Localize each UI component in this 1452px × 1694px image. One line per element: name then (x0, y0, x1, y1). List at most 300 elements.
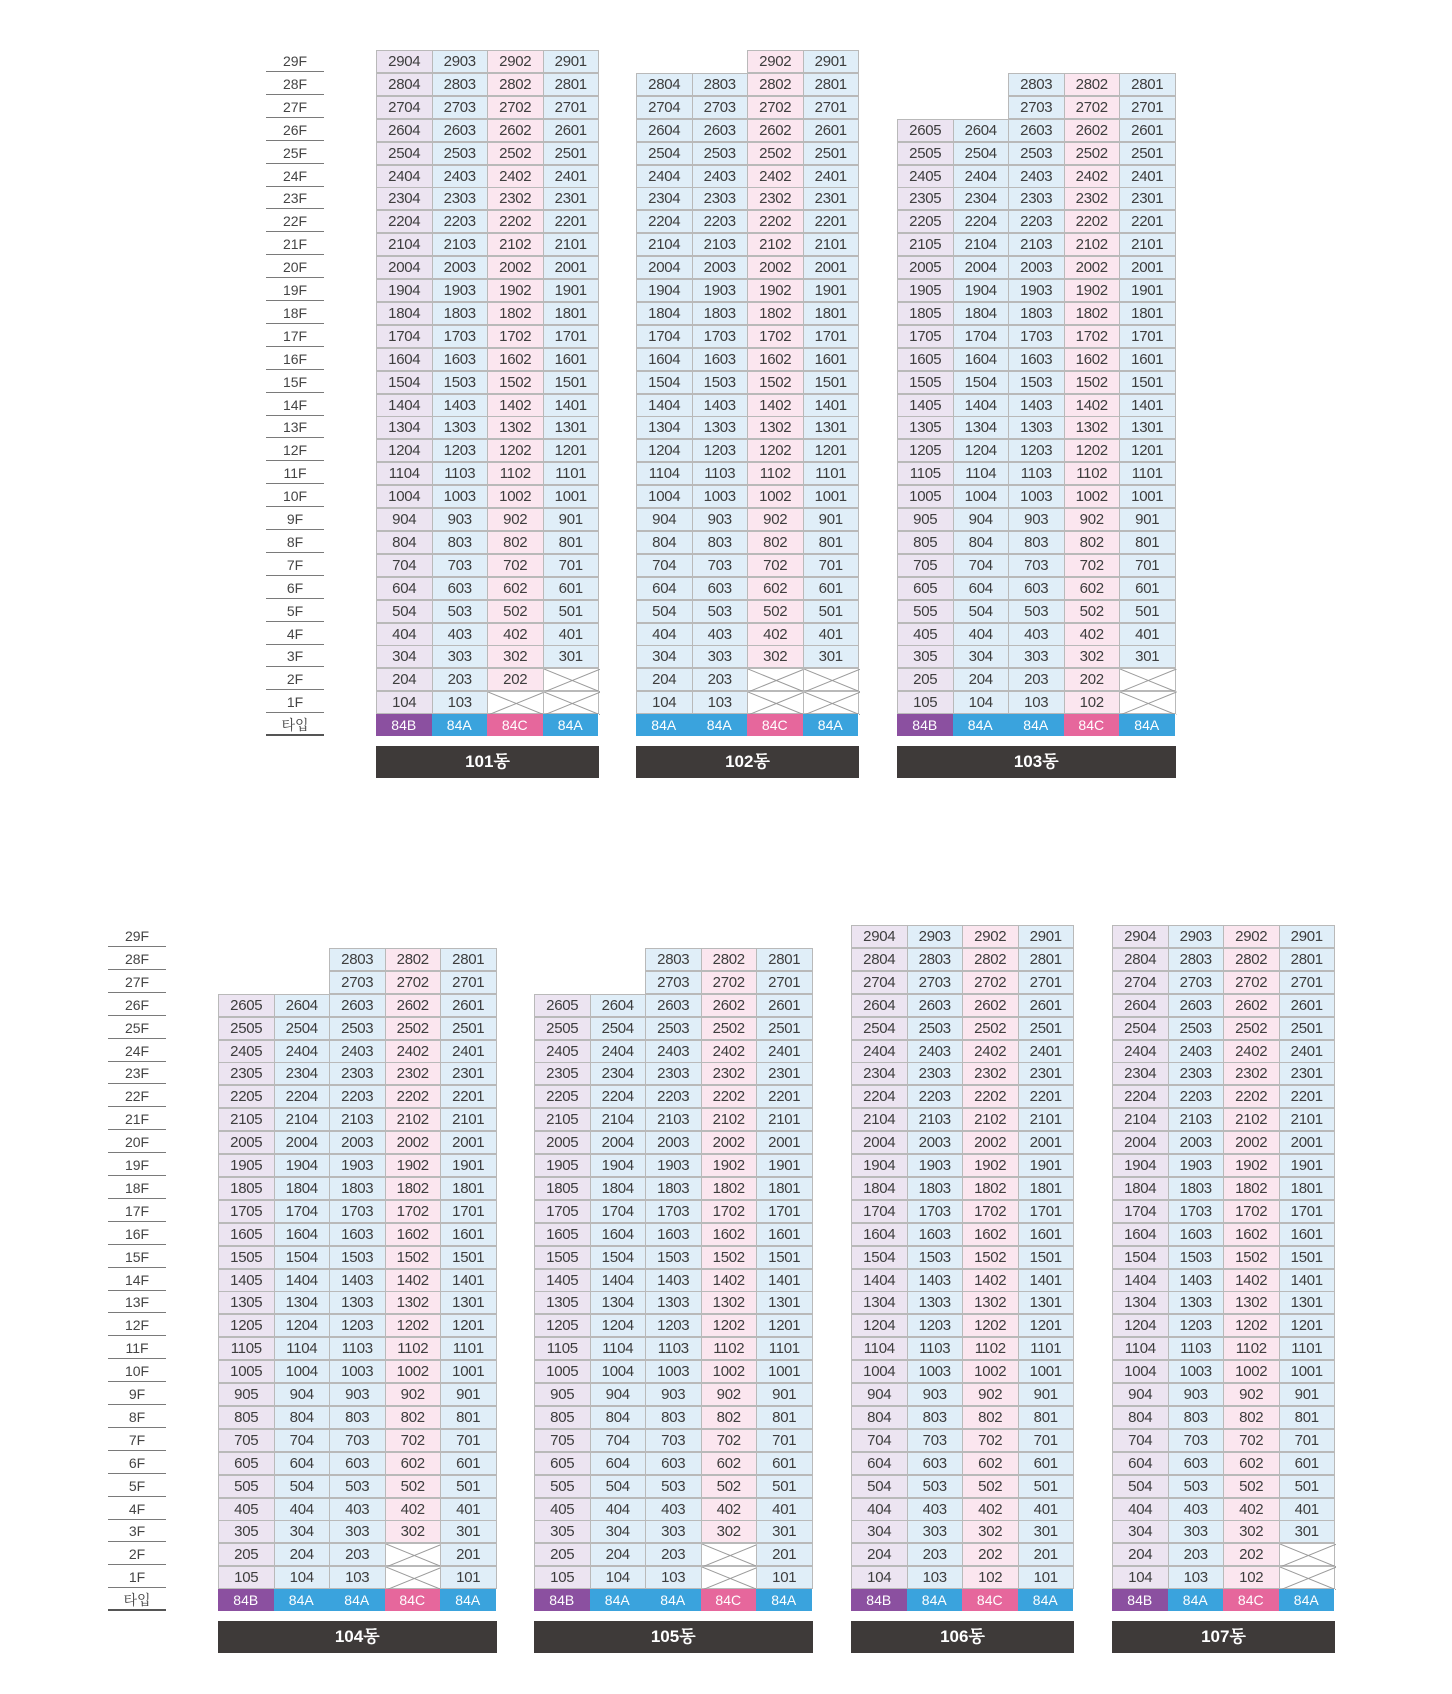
unit-cell: 1502 (1064, 371, 1121, 394)
unit-cell: 2301 (1018, 1062, 1075, 1085)
unit-cell: 201 (1018, 1543, 1075, 1566)
unit-cell: 401 (1018, 1498, 1075, 1521)
unit-cell: 1302 (747, 416, 804, 439)
unit-cell: 101 (440, 1566, 497, 1589)
unit-cell: 2802 (487, 73, 544, 96)
unit-cell: 2204 (953, 210, 1010, 233)
unit-cell: 1605 (218, 1223, 275, 1246)
unit-cell: 2101 (1018, 1108, 1075, 1131)
unit-cell: 1201 (1018, 1314, 1075, 1337)
unit-cell: 1905 (897, 279, 954, 302)
unit-cell: 2201 (1018, 1085, 1075, 1108)
unit-cell: 2003 (329, 1131, 386, 1154)
unit-cell: 303 (907, 1520, 964, 1543)
floor-label: 20F (266, 256, 324, 278)
unit-cell: 1504 (274, 1246, 331, 1269)
unit-cell: 2802 (747, 73, 804, 96)
unit-cell: 2504 (274, 1017, 331, 1040)
unit-cell: 504 (590, 1475, 647, 1498)
unit-cell: 803 (432, 531, 489, 554)
unit-cell: 203 (1008, 668, 1065, 691)
unit-cell: 602 (747, 577, 804, 600)
unit-cell: 1404 (376, 394, 433, 417)
unit-cell: 2702 (962, 971, 1019, 994)
unit-cell: 1302 (1223, 1291, 1280, 1314)
unit-cell: 2303 (645, 1062, 702, 1085)
unit-cell: 1404 (274, 1269, 331, 1292)
unit-cell: 2103 (907, 1108, 964, 1131)
unit-cell: 2401 (803, 165, 860, 188)
unit-cell: 103 (432, 691, 489, 714)
unit-cell: 1004 (851, 1360, 908, 1383)
unit-cell: 804 (636, 531, 693, 554)
floor-label: 21F (266, 233, 324, 255)
unit-cell: 1602 (1223, 1223, 1280, 1246)
unit-cell: 1603 (1008, 348, 1065, 371)
unit-cell: 701 (803, 554, 860, 577)
unit-cell: 1003 (432, 485, 489, 508)
unit-cell: 1903 (329, 1154, 386, 1177)
unit-cell: 2101 (1279, 1108, 1336, 1131)
unit-cell: 401 (803, 623, 860, 646)
empty-unit-cell (1119, 691, 1176, 714)
unit-cell: 1601 (440, 1223, 497, 1246)
unit-cell: 1901 (543, 279, 600, 302)
unit-cell: 204 (851, 1543, 908, 1566)
unit-cell: 2704 (1112, 971, 1169, 994)
unit-cell: 503 (645, 1475, 702, 1498)
unit-cell: 603 (692, 577, 749, 600)
unit-cell: 1704 (274, 1200, 331, 1223)
unit-cell: 2205 (218, 1085, 275, 1108)
unit-cell: 2304 (1112, 1062, 1169, 1085)
floor-label: 22F (266, 210, 324, 232)
unit-cell: 204 (636, 668, 693, 691)
unit-cell: 2502 (1064, 142, 1121, 165)
unit-cell: 2001 (543, 256, 600, 279)
unit-cell: 703 (1168, 1429, 1225, 1452)
unit-cell: 1601 (543, 348, 600, 371)
unit-cell: 1201 (1279, 1314, 1336, 1337)
unit-cell: 2803 (329, 948, 386, 971)
unit-cell: 1901 (440, 1154, 497, 1177)
unit-cell: 904 (274, 1383, 331, 1406)
unit-cell: 2603 (1168, 994, 1225, 1017)
unit-cell: 1301 (1119, 416, 1176, 439)
unit-cell: 1904 (851, 1154, 908, 1177)
unit-cell: 1401 (1018, 1269, 1075, 1292)
unit-cell: 1404 (953, 394, 1010, 417)
unit-cell: 2101 (1119, 233, 1176, 256)
unit-cell: 605 (897, 577, 954, 600)
unit-cell: 2503 (645, 1017, 702, 1040)
unit-cell: 704 (274, 1429, 331, 1452)
floor-label: 5F (266, 600, 324, 622)
unit-cell: 205 (534, 1543, 591, 1566)
unit-cell: 2603 (692, 119, 749, 142)
unit-cell: 1205 (218, 1314, 275, 1337)
unit-cell: 2003 (907, 1131, 964, 1154)
unit-cell: 1602 (1064, 348, 1121, 371)
unit-cell: 902 (1064, 508, 1121, 531)
unit-cell: 2703 (1008, 96, 1065, 119)
unit-cell: 2503 (1168, 1017, 1225, 1040)
unit-cell: 1902 (385, 1154, 442, 1177)
unit-cell: 1202 (1064, 439, 1121, 462)
building-label: 106동 (851, 1621, 1074, 1653)
unit-cell: 1903 (432, 279, 489, 302)
unit-cell: 903 (1168, 1383, 1225, 1406)
unit-cell: 2801 (1119, 73, 1176, 96)
unit-cell: 2703 (907, 971, 964, 994)
unit-cell: 801 (1119, 531, 1176, 554)
unit-cell: 2602 (962, 994, 1019, 1017)
unit-cell: 2205 (897, 210, 954, 233)
unit-type-badge: 84B (534, 1589, 591, 1611)
unit-cell: 2003 (692, 256, 749, 279)
building-label: 103동 (897, 746, 1176, 778)
unit-cell: 601 (1279, 1452, 1336, 1475)
unit-cell: 1302 (385, 1291, 442, 1314)
unit-cell: 2504 (851, 1017, 908, 1040)
unit-type-badge: 84C (1064, 714, 1121, 736)
unit-cell: 1202 (962, 1314, 1019, 1337)
unit-cell: 1704 (636, 325, 693, 348)
floor-label: 14F (266, 394, 324, 416)
unit-cell: 1701 (1018, 1200, 1075, 1223)
unit-cell: 1704 (376, 325, 433, 348)
unit-cell: 2405 (897, 165, 954, 188)
unit-cell: 404 (590, 1498, 647, 1521)
unit-cell: 2302 (487, 187, 544, 210)
floor-label: 3F (108, 1520, 166, 1542)
unit-cell: 2202 (1064, 210, 1121, 233)
unit-cell: 2204 (851, 1085, 908, 1108)
floor-label: 24F (108, 1040, 166, 1062)
unit-cell: 301 (543, 645, 600, 668)
unit-cell: 403 (432, 623, 489, 646)
unit-cell: 2202 (747, 210, 804, 233)
unit-cell: 2501 (1279, 1017, 1336, 1040)
unit-cell: 2403 (432, 165, 489, 188)
floor-label: 15F (108, 1246, 166, 1268)
unit-cell: 802 (747, 531, 804, 554)
unit-cell: 2405 (218, 1040, 275, 1063)
unit-cell: 402 (962, 1498, 1019, 1521)
unit-cell: 1403 (907, 1269, 964, 1292)
unit-cell: 403 (692, 623, 749, 646)
unit-cell: 2504 (1112, 1017, 1169, 1040)
unit-cell: 2801 (1018, 948, 1075, 971)
unit-cell: 1904 (1112, 1154, 1169, 1177)
unit-cell: 1503 (432, 371, 489, 394)
unit-cell: 1502 (487, 371, 544, 394)
unit-cell: 2004 (953, 256, 1010, 279)
unit-cell: 502 (487, 600, 544, 623)
unit-cell: 804 (274, 1406, 331, 1429)
unit-cell: 1003 (1168, 1360, 1225, 1383)
unit-cell: 301 (440, 1520, 497, 1543)
unit-cell: 2303 (329, 1062, 386, 1085)
unit-cell: 1203 (692, 439, 749, 462)
unit-cell: 1502 (385, 1246, 442, 1269)
unit-cell: 2601 (1018, 994, 1075, 1017)
unit-type-badge: 84A (1119, 714, 1176, 736)
unit-cell: 402 (701, 1498, 758, 1521)
unit-cell: 404 (274, 1498, 331, 1521)
unit-cell: 1503 (1168, 1246, 1225, 1269)
unit-cell: 105 (218, 1566, 275, 1589)
unit-cell: 1504 (636, 371, 693, 394)
unit-cell: 1004 (376, 485, 433, 508)
unit-cell: 1702 (747, 325, 804, 348)
unit-cell: 2404 (636, 165, 693, 188)
unit-cell: 2102 (701, 1108, 758, 1131)
unit-cell: 1104 (590, 1337, 647, 1360)
unit-cell: 404 (1112, 1498, 1169, 1521)
unit-cell: 802 (487, 531, 544, 554)
unit-type-badge: 84B (851, 1589, 908, 1611)
unit-cell: 2305 (897, 187, 954, 210)
unit-cell: 803 (692, 531, 749, 554)
unit-cell: 2302 (1223, 1062, 1280, 1085)
unit-cell: 2403 (329, 1040, 386, 1063)
unit-cell: 2103 (329, 1108, 386, 1131)
unit-cell: 601 (803, 577, 860, 600)
unit-cell: 502 (1223, 1475, 1280, 1498)
unit-type-badge: 84C (385, 1589, 442, 1611)
unit-cell: 1002 (487, 485, 544, 508)
unit-type-badge: 84B (1112, 1589, 1169, 1611)
unit-cell: 2104 (376, 233, 433, 256)
unit-cell: 204 (590, 1543, 647, 1566)
unit-cell: 1301 (440, 1291, 497, 1314)
unit-cell: 1102 (1064, 462, 1121, 485)
unit-cell: 1101 (803, 462, 860, 485)
floor-label: 26F (266, 119, 324, 141)
unit-cell: 601 (543, 577, 600, 600)
unit-cell: 2303 (1008, 187, 1065, 210)
unit-cell: 2701 (440, 971, 497, 994)
unit-cell: 504 (1112, 1475, 1169, 1498)
unit-cell: 2801 (543, 73, 600, 96)
unit-cell: 1503 (692, 371, 749, 394)
unit-cell: 2702 (701, 971, 758, 994)
unit-cell: 2302 (747, 187, 804, 210)
unit-cell: 2803 (432, 73, 489, 96)
unit-cell: 1302 (1064, 416, 1121, 439)
unit-cell: 1604 (851, 1223, 908, 1246)
unit-cell: 1002 (962, 1360, 1019, 1383)
unit-cell: 804 (953, 531, 1010, 554)
unit-cell: 1401 (803, 394, 860, 417)
floor-label: 17F (108, 1200, 166, 1222)
unit-cell: 2404 (851, 1040, 908, 1063)
unit-cell: 1304 (1112, 1291, 1169, 1314)
unit-cell: 1101 (543, 462, 600, 485)
unit-cell: 1704 (1112, 1200, 1169, 1223)
unit-cell: 903 (1008, 508, 1065, 531)
unit-cell: 1103 (1168, 1337, 1225, 1360)
unit-cell: 1002 (701, 1360, 758, 1383)
unit-cell: 1904 (953, 279, 1010, 302)
unit-cell: 205 (897, 668, 954, 691)
unit-cell: 2204 (1112, 1085, 1169, 1108)
floor-label: 25F (266, 142, 324, 164)
unit-cell: 904 (953, 508, 1010, 531)
unit-cell: 1502 (1223, 1246, 1280, 1269)
unit-type-badge: 84A (1008, 714, 1065, 736)
unit-cell: 503 (692, 600, 749, 623)
unit-cell: 1202 (701, 1314, 758, 1337)
unit-cell: 701 (1018, 1429, 1075, 1452)
unit-cell: 2203 (432, 210, 489, 233)
unit-cell: 1403 (1008, 394, 1065, 417)
unit-cell: 2502 (487, 142, 544, 165)
unit-cell: 1803 (907, 1177, 964, 1200)
type-row-label: 타입 (108, 1589, 166, 1611)
unit-cell: 1304 (851, 1291, 908, 1314)
unit-cell: 2603 (329, 994, 386, 1017)
unit-cell: 2703 (329, 971, 386, 994)
unit-cell: 1102 (701, 1337, 758, 1360)
unit-cell: 403 (907, 1498, 964, 1521)
unit-cell: 604 (376, 577, 433, 600)
unit-cell: 2602 (747, 119, 804, 142)
unit-cell: 403 (1168, 1498, 1225, 1521)
unit-cell: 903 (432, 508, 489, 531)
unit-cell: 205 (218, 1543, 275, 1566)
unit-cell: 2002 (1064, 256, 1121, 279)
unit-cell: 2604 (590, 994, 647, 1017)
unit-cell: 1401 (1279, 1269, 1336, 1292)
unit-cell: 1103 (907, 1337, 964, 1360)
unit-cell: 1904 (636, 279, 693, 302)
unit-cell: 1902 (747, 279, 804, 302)
unit-cell: 1805 (534, 1177, 591, 1200)
unit-cell: 2403 (907, 1040, 964, 1063)
unit-cell: 1104 (851, 1337, 908, 1360)
unit-cell: 1602 (747, 348, 804, 371)
unit-cell: 1501 (543, 371, 600, 394)
unit-cell: 2802 (1064, 73, 1121, 96)
unit-cell: 2301 (1119, 187, 1176, 210)
unit-cell: 2602 (1223, 994, 1280, 1017)
unit-cell: 2302 (962, 1062, 1019, 1085)
unit-cell: 103 (692, 691, 749, 714)
unit-cell: 2005 (534, 1131, 591, 1154)
unit-cell: 1703 (1168, 1200, 1225, 1223)
unit-cell: 2301 (543, 187, 600, 210)
unit-cell: 901 (440, 1383, 497, 1406)
unit-cell: 1405 (897, 394, 954, 417)
unit-cell: 401 (1119, 623, 1176, 646)
unit-cell: 204 (274, 1543, 331, 1566)
floor-label: 8F (108, 1406, 166, 1428)
unit-cell: 701 (543, 554, 600, 577)
unit-cell: 201 (440, 1543, 497, 1566)
unit-cell: 604 (274, 1452, 331, 1475)
unit-cell: 805 (897, 531, 954, 554)
unit-cell: 1704 (851, 1200, 908, 1223)
unit-cell: 2801 (803, 73, 860, 96)
unit-cell: 1203 (329, 1314, 386, 1337)
floor-label: 16F (108, 1223, 166, 1245)
unit-cell: 1001 (803, 485, 860, 508)
unit-cell: 1901 (803, 279, 860, 302)
unit-cell: 1002 (747, 485, 804, 508)
unit-cell: 1703 (907, 1200, 964, 1223)
unit-cell: 705 (897, 554, 954, 577)
unit-cell: 2202 (385, 1085, 442, 1108)
unit-cell: 1403 (692, 394, 749, 417)
unit-cell: 1305 (897, 416, 954, 439)
floor-label: 2F (266, 668, 324, 690)
unit-cell: 1301 (756, 1291, 813, 1314)
unit-cell: 203 (432, 668, 489, 691)
unit-cell: 701 (440, 1429, 497, 1452)
unit-cell: 802 (1064, 531, 1121, 554)
unit-cell: 401 (1279, 1498, 1336, 1521)
unit-cell: 1504 (590, 1246, 647, 1269)
unit-cell: 2801 (1279, 948, 1336, 971)
unit-cell: 2003 (1008, 256, 1065, 279)
unit-cell: 1903 (645, 1154, 702, 1177)
unit-cell: 2702 (385, 971, 442, 994)
unit-cell: 2802 (962, 948, 1019, 971)
unit-cell: 1804 (1112, 1177, 1169, 1200)
unit-cell: 202 (962, 1543, 1019, 1566)
unit-cell: 802 (1223, 1406, 1280, 1429)
unit-cell: 102 (1064, 691, 1121, 714)
unit-cell: 1603 (692, 348, 749, 371)
unit-cell: 2001 (440, 1131, 497, 1154)
unit-cell: 702 (1064, 554, 1121, 577)
unit-cell: 2601 (756, 994, 813, 1017)
floor-label: 7F (266, 554, 324, 576)
floor-label: 22F (108, 1085, 166, 1107)
unit-cell: 2702 (1223, 971, 1280, 994)
unit-cell: 1102 (487, 462, 544, 485)
unit-cell: 2503 (907, 1017, 964, 1040)
unit-cell: 1504 (851, 1246, 908, 1269)
unit-cell: 1801 (756, 1177, 813, 1200)
floor-label: 25F (108, 1017, 166, 1039)
unit-cell: 2802 (701, 948, 758, 971)
unit-cell: 602 (962, 1452, 1019, 1475)
unit-cell: 2903 (432, 50, 489, 73)
unit-cell: 2804 (1112, 948, 1169, 971)
unit-cell: 2601 (1279, 994, 1336, 1017)
unit-cell: 1803 (432, 302, 489, 325)
unit-cell: 704 (590, 1429, 647, 1452)
unit-cell: 1401 (1119, 394, 1176, 417)
unit-cell: 302 (385, 1520, 442, 1543)
floor-label: 19F (266, 279, 324, 301)
building-label: 102동 (636, 746, 859, 778)
unit-cell: 2904 (376, 50, 433, 73)
unit-cell: 701 (1119, 554, 1176, 577)
unit-cell: 1203 (1008, 439, 1065, 462)
unit-cell: 1902 (487, 279, 544, 302)
unit-cell: 2502 (1223, 1017, 1280, 1040)
unit-cell: 2804 (851, 948, 908, 971)
unit-cell: 104 (636, 691, 693, 714)
unit-cell: 1902 (701, 1154, 758, 1177)
unit-cell: 2103 (692, 233, 749, 256)
unit-cell: 703 (645, 1429, 702, 1452)
unit-cell: 2102 (385, 1108, 442, 1131)
